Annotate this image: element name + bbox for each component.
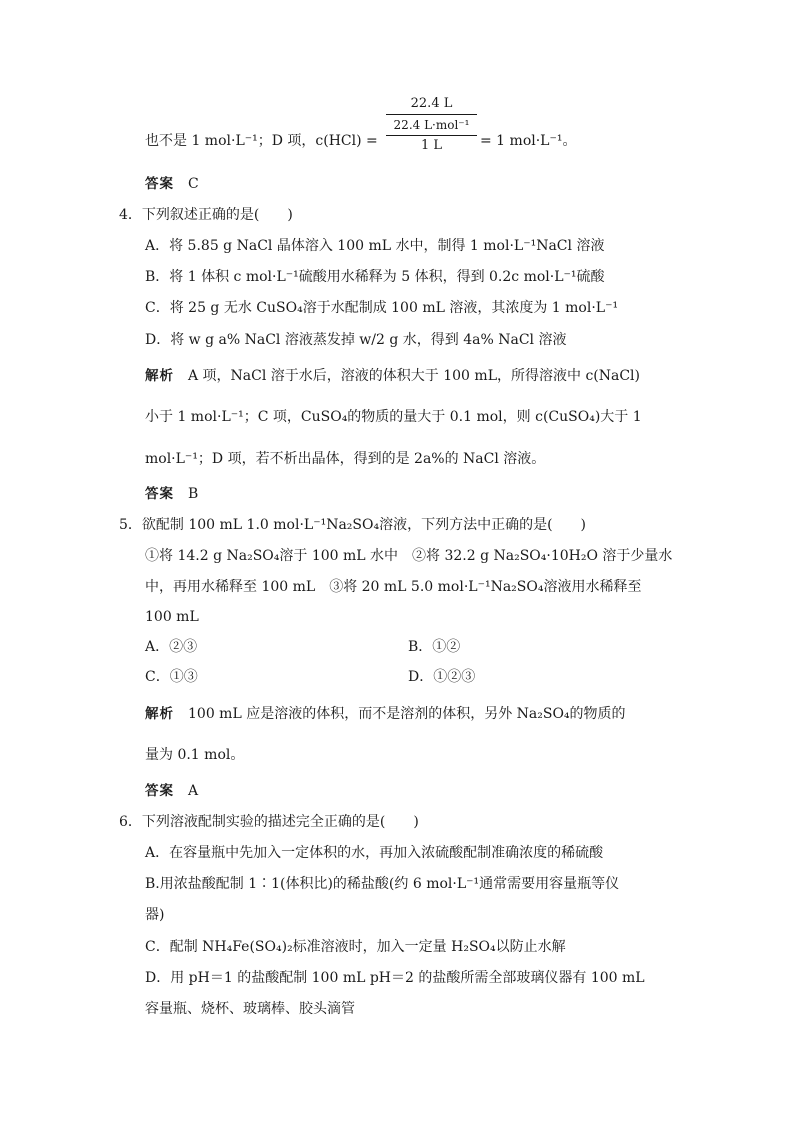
answer-value: C <box>188 176 199 192</box>
q4-option-a: A．将 5.85 g NaCl 晶体溶入 100 mL 水中，制得 1 mol·L⁻¹NaCl 溶液 <box>145 238 605 254</box>
fraction-numerator: 22.4 L <box>410 96 453 111</box>
q4-analysis-line-1 <box>145 366 640 386</box>
q5-stem: 5．欲配制 100 mL 1.0 mol·L⁻¹Na₂SO₄溶液，下列方法中正确的是( ) <box>119 517 587 533</box>
q5-answer <box>145 781 198 801</box>
answer-label: 答案 <box>145 176 174 192</box>
answer-label: 答案 <box>145 783 174 799</box>
answer-value: B <box>188 486 199 502</box>
q6-option-b-line-1: B.用浓盐酸配制 1∶1(体积比)的稀盐酸(约 6 mol·L⁻¹通常需要用容量瓶等仪 <box>145 876 620 892</box>
q5-body-line-3: 100 mL <box>145 609 199 625</box>
analysis-text: A 项，NaCl 溶于水后，溶液的体积大于 100 mL，所得溶液中 c(NaCl) <box>188 368 640 384</box>
fraction-numerator-denominator: 22.4 L·mol⁻¹ <box>393 118 470 132</box>
q6-option-c: C．配制 NH₄Fe(SO₄)₂标准溶液时，加入一定量 H₂SO₄以防止水解 <box>145 939 566 955</box>
prev-analysis-line-right: = 1 mol·L⁻¹。 <box>480 133 577 149</box>
q5-option-b: B．①② <box>408 639 461 655</box>
answer-label: 答案 <box>145 486 174 502</box>
answer-value: A <box>188 783 199 799</box>
q4-option-c: C．将 25 g 无水 CuSO₄溶于水配制成 100 mL 溶液，其浓度为 1 mol·L⁻¹ <box>145 300 619 316</box>
q5-analysis-line-2: 量为 0.1 mol。 <box>145 747 245 763</box>
q5-analysis-line-1 <box>145 704 626 724</box>
q5-option-d: D．①②③ <box>408 669 476 685</box>
concentration-fraction <box>386 94 477 156</box>
q6-stem: 6．下列溶液配制实验的描述完全正确的是( ) <box>119 814 419 830</box>
analysis-label: 解析 <box>145 368 174 384</box>
prev-answer <box>145 174 199 194</box>
prev-analysis-line-left: 也不是 1 mol·L⁻¹；D 项，c(HCl) = <box>145 133 378 149</box>
q4-answer <box>145 484 198 504</box>
q5-body-line-2: 中，再用水稀释至 100 mL ③将 20 mL 5.0 mol·L⁻¹Na₂SO₄溶液用水稀释至 <box>145 579 642 595</box>
q6-option-d-line-1: D．用 pH＝1 的盐酸配制 100 mL pH＝2 的盐酸所需全部玻璃仪器有 100 mL <box>145 970 645 986</box>
q5-option-c: C．①③ <box>145 669 198 685</box>
q4-analysis-line-2: 小于 1 mol·L⁻¹；C 项，CuSO₄的物质的量大于 0.1 mol，则 c(CuSO₄)大于 1 <box>145 409 642 425</box>
fraction-denominator: 1 L <box>420 138 443 153</box>
q6-option-b-line-2: 器) <box>145 907 165 923</box>
q6-option-a: A．在容量瓶中先加入一定体积的水，再加入浓硫酸配制准确浓度的稀硫酸 <box>145 845 604 861</box>
q5-body-line-1: ①将 14.2 g Na₂SO₄溶于 100 mL 水中 ②将 32.2 g Na₂SO₄·10H₂O 溶于少量水 <box>145 548 673 564</box>
analysis-label: 解析 <box>145 706 174 722</box>
analysis-text: 100 mL 应是溶液的体积，而不是溶剂的体积，另外 Na₂SO₄的物质的 <box>188 706 626 722</box>
q4-option-b: B．将 1 体积 c mol·L⁻¹硫酸用水稀释为 5 体积，得到 0.2c mol·L⁻¹硫酸 <box>145 269 605 285</box>
fraction-inner-bar <box>386 114 477 115</box>
q4-option-d: D．将 w g a% NaCl 溶液蒸发掉 w/2 g 水，得到 4a% NaCl 溶液 <box>145 332 567 348</box>
q6-option-d-line-2: 容量瓶、烧杯、玻璃棒、胶头滴管 <box>145 1001 355 1017</box>
q5-option-a: A．②③ <box>145 639 198 655</box>
q4-stem: 4．下列叙述正确的是( ) <box>119 207 293 223</box>
q4-analysis-line-3: mol·L⁻¹；D 项，若不析出晶体，得到的是 2a%的 NaCl 溶液。 <box>145 451 546 467</box>
